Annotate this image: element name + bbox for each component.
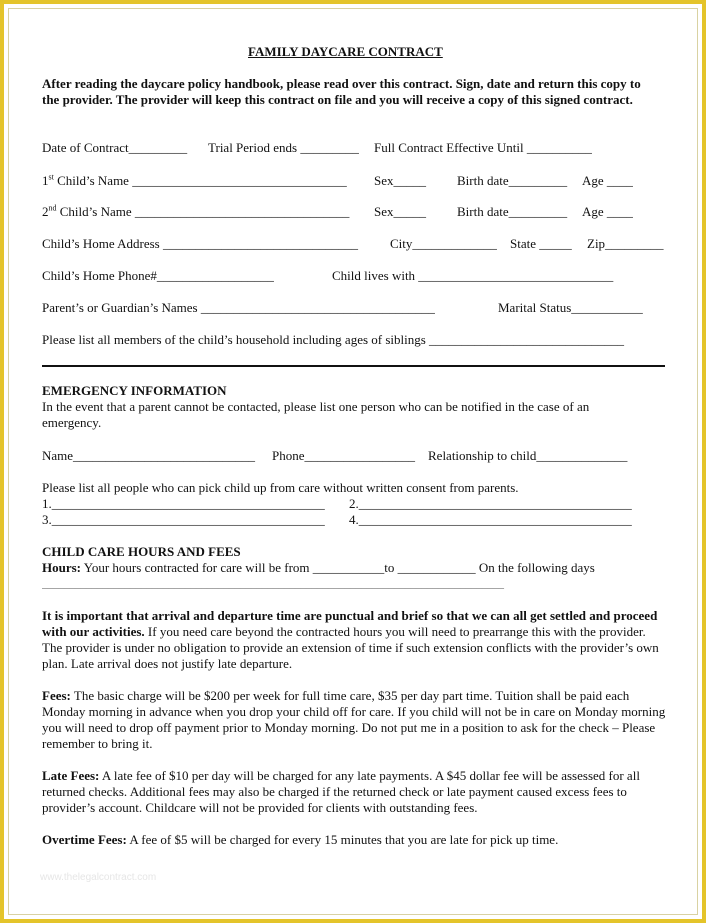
fees-label: Fees: bbox=[42, 688, 71, 703]
emergency-name-field[interactable]: Name____________________________ bbox=[42, 448, 256, 463]
arrival-paragraph bbox=[42, 608, 667, 672]
late-fees-text: A late fee of $10 per day will be charged for any late payments. A $45 dollar fee will be assessed for all returned checks. Additional fees may also be charged if the returned check or late payment caused excess fees to provider’s account. Childcare will not be provided for clients with outstanding fees. bbox=[42, 768, 640, 815]
watermark: www.thelegalcontract.com bbox=[40, 872, 157, 883]
pickup-line-2[interactable]: 2.__________________________________________ bbox=[349, 496, 632, 511]
relationship-field[interactable]: Relationship to child______________ bbox=[428, 448, 628, 463]
arrival-bold: It is important that arrival and departure time are punctual and brief so that we can all get settled and proceed with our activities. bbox=[42, 608, 658, 639]
pickup-text: Please list all people who can pick child up from care without written consent from parents. bbox=[42, 480, 519, 495]
overtime-paragraph bbox=[42, 832, 667, 848]
marital-status-field[interactable]: Marital Status___________ bbox=[498, 300, 643, 315]
overtime-label: Overtime Fees: bbox=[42, 832, 127, 847]
pickup-line-4[interactable]: 4.__________________________________________ bbox=[349, 512, 632, 527]
document-title: FAMILY DAYCARE CONTRACT bbox=[248, 44, 443, 59]
child1-ordinal: st bbox=[48, 172, 54, 182]
emergency-phone-field[interactable]: Phone_________________ bbox=[272, 448, 415, 463]
pickup-line-3[interactable]: 3.__________________________________________ bbox=[42, 512, 325, 527]
child1-birthdate-field[interactable]: Birth date_________ bbox=[457, 173, 568, 188]
pickup-line-1[interactable]: 1.__________________________________________ bbox=[42, 496, 325, 511]
trial-period-field[interactable]: Trial Period ends _________ bbox=[208, 140, 359, 155]
date-of-contract-field[interactable]: Date of Contract_________ bbox=[42, 140, 188, 155]
child1-age-field[interactable]: Age ____ bbox=[582, 173, 633, 188]
emergency-text: In the event that a parent cannot be contacted, please list one person who can be notified in the case of an emergency. bbox=[42, 399, 590, 430]
zip-field[interactable]: Zip_________ bbox=[587, 236, 664, 251]
child2-name-label: Child’s Name _________________________________ bbox=[56, 204, 350, 219]
child1-sex-field[interactable]: Sex_____ bbox=[374, 173, 426, 188]
fees-text: The basic charge will be $200 per week for full time care, $35 per day part time. Tuition shall be paid each Monday morning in advance when you drop your child off for care. If you child will not be in care on Monday morning you will need to drop off payment prior to Monday morning. Do not put me in a position to ask for the check – Please remember to bring it. bbox=[42, 688, 666, 751]
emergency-heading: EMERGENCY INFORMATION bbox=[42, 383, 227, 398]
child2-age-field[interactable]: Age ____ bbox=[582, 204, 633, 219]
child2-sex-field[interactable]: Sex_____ bbox=[374, 204, 426, 219]
section-divider bbox=[42, 365, 665, 367]
home-address-field[interactable]: Child’s Home Address ______________________________ bbox=[42, 236, 358, 251]
child2-ordinal: nd bbox=[48, 203, 57, 213]
fees-paragraph bbox=[42, 688, 667, 752]
guardians-field[interactable]: Parent’s or Guardian’s Names ____________________________________ bbox=[42, 300, 435, 315]
overtime-text: A fee of $5 will be charged for every 15 minutes that you are late for pick up time. bbox=[126, 832, 559, 847]
child1-num: 1 bbox=[42, 173, 49, 188]
late-fees-paragraph bbox=[42, 768, 667, 816]
hours-field[interactable] bbox=[42, 560, 595, 576]
lives-with-field[interactable]: Child lives with ______________________________ bbox=[332, 268, 614, 283]
child1-name-label: Child’s Name _________________________________ bbox=[53, 173, 347, 188]
hours-fees-heading: CHILD CARE HOURS AND FEES bbox=[42, 544, 241, 559]
city-field[interactable]: City_____________ bbox=[390, 236, 497, 251]
full-contract-field[interactable]: Full Contract Effective Until __________ bbox=[374, 140, 592, 155]
child1-name-field[interactable] bbox=[42, 173, 347, 189]
home-phone-field[interactable]: Child’s Home Phone#__________________ bbox=[42, 268, 274, 283]
child2-name-field[interactable] bbox=[42, 204, 349, 220]
arrival-text: If you need care beyond the contracted hours you will need to prearrange this with the provider. The provider is under no obligation to provide an extension of time if such extension conflicts with the provider’s own plan. Late arrival does not justify late departure. bbox=[42, 624, 659, 671]
hours-label: Hours: bbox=[42, 560, 81, 575]
days-underline[interactable]: ____________________________________________________________________________________ bbox=[42, 578, 504, 590]
state-field[interactable]: State _____ bbox=[510, 236, 572, 251]
intro-paragraph: After reading the daycare policy handbook, please read over this contract. Sign, date and return this copy to the provider. The provider will keep this contract on file and you will receive a copy of this signed contract. bbox=[42, 76, 641, 107]
hours-text: Your hours contracted for care will be from ___________to ____________ On the following days bbox=[81, 560, 595, 575]
late-fees-label: Late Fees: bbox=[42, 768, 100, 783]
child2-num: 2 bbox=[42, 204, 49, 219]
child2-birthdate-field[interactable]: Birth date_________ bbox=[457, 204, 568, 219]
household-members-field[interactable]: Please list all members of the child’s household including ages of siblings ______________________________ bbox=[42, 332, 625, 347]
